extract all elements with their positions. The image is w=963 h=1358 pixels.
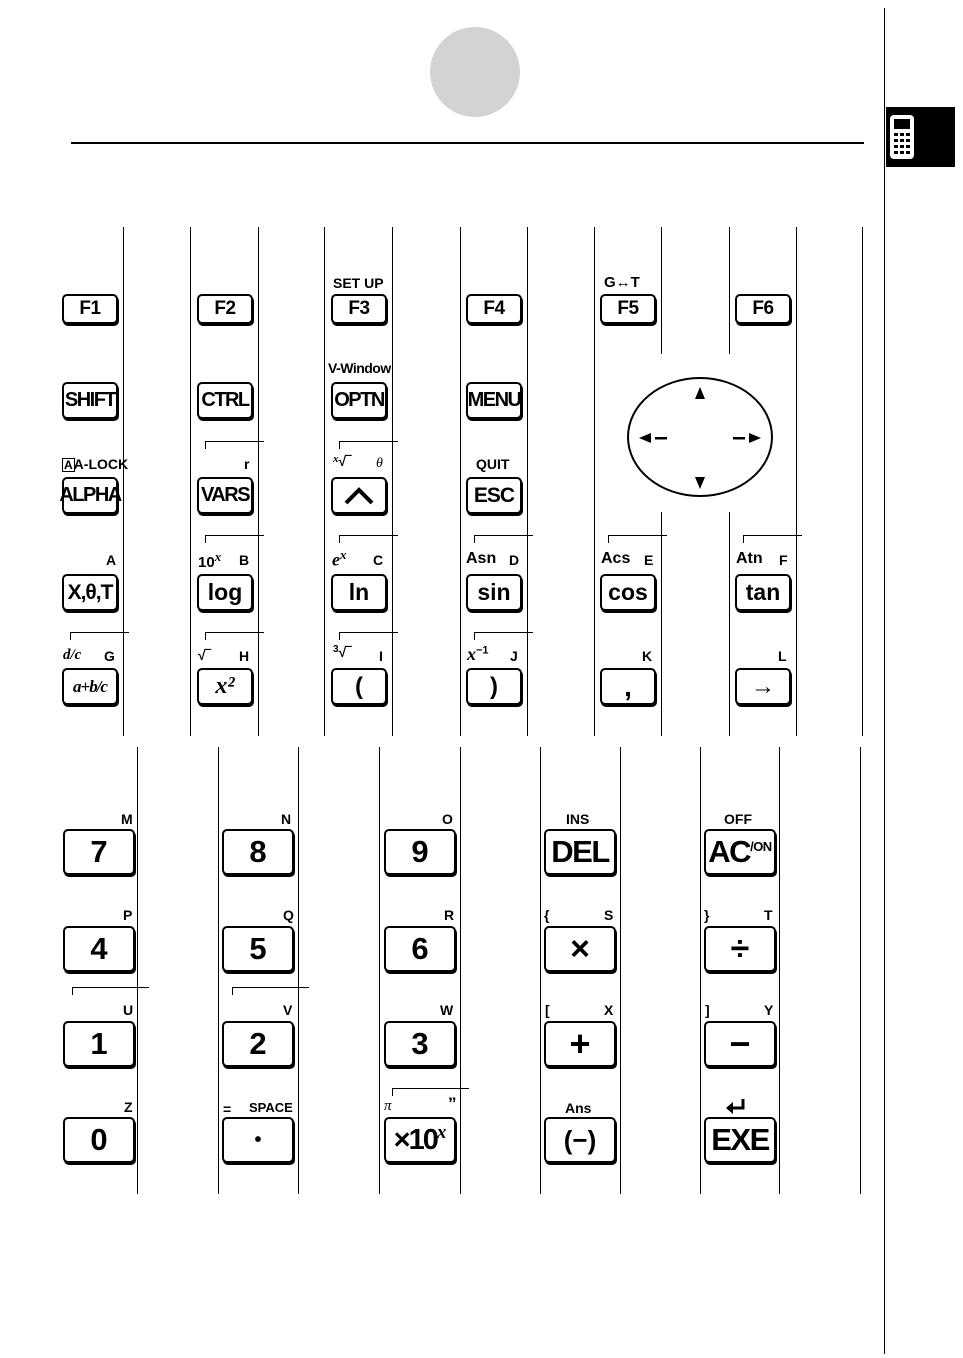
log-key[interactable]: log xyxy=(197,574,253,611)
key-5[interactable]: 5 xyxy=(222,926,294,972)
l-label: L xyxy=(778,648,787,664)
f1-key[interactable]: F1 xyxy=(62,294,118,324)
k-label: K xyxy=(642,648,653,664)
acs-label: Acs xyxy=(601,550,631,567)
vars-key[interactable]: VARS xyxy=(197,477,253,514)
fraction-key[interactable] xyxy=(62,668,118,705)
atn-label: Atn xyxy=(736,550,763,567)
plus-key[interactable]: + xyxy=(544,1021,616,1067)
cuberoot-index: 3 xyxy=(333,644,339,655)
cursor-pad[interactable] xyxy=(627,377,773,497)
space-label: SPACE xyxy=(249,1100,293,1115)
power-bracket xyxy=(339,441,398,449)
j-label: J xyxy=(510,648,518,664)
col-divider xyxy=(190,227,191,736)
key-8[interactable]: 8 xyxy=(222,829,294,875)
quit-label: QUIT xyxy=(476,456,510,472)
paren-bracket xyxy=(339,632,398,640)
ctrl-key[interactable]: CTRL xyxy=(197,382,253,419)
sin-key[interactable]: sin xyxy=(466,574,522,611)
dot-key[interactable]: • xyxy=(222,1117,294,1163)
key-2[interactable]: 2 xyxy=(222,1021,294,1067)
cos-bracket xyxy=(608,535,667,543)
col-divider xyxy=(324,227,325,736)
x-label: X xyxy=(604,1002,614,1018)
r-label: r xyxy=(244,456,250,472)
key-3[interactable]: 3 xyxy=(384,1021,456,1067)
col-divider xyxy=(392,227,393,736)
cuberoot-label: $^3$√‾ xyxy=(333,644,351,660)
tan-bracket xyxy=(743,535,802,543)
s-label: S xyxy=(604,907,614,923)
ln-bracket xyxy=(339,535,398,543)
key-4[interactable]: 4 xyxy=(63,926,135,972)
col-divider xyxy=(779,747,780,1194)
z-label: Z xyxy=(124,1099,133,1115)
divide-key[interactable]: ÷ xyxy=(704,926,776,972)
col-divider xyxy=(298,747,299,1194)
xthetat-text: X,θ,T xyxy=(67,580,113,604)
off-label: OFF xyxy=(724,811,752,827)
rbrack-label: ] xyxy=(705,1002,710,1018)
gt-label: G↔T xyxy=(604,274,640,291)
vwindow-label: V-Window xyxy=(328,360,391,376)
col-divider xyxy=(258,227,259,736)
q-label: Q xyxy=(283,907,294,923)
lbrack-label: [ xyxy=(545,1002,550,1018)
minus-key[interactable]: − xyxy=(704,1021,776,1067)
col-divider xyxy=(527,227,528,736)
alock-text: A-LOCK xyxy=(73,456,129,472)
b-label: B xyxy=(239,552,250,568)
c-label: C xyxy=(373,552,384,568)
a-label: A xyxy=(106,552,117,568)
u-label: U xyxy=(123,1002,134,1018)
tan-key[interactable]: tan xyxy=(735,574,791,611)
tenx-label xyxy=(198,549,221,571)
exp-key[interactable] xyxy=(384,1117,456,1163)
e-label: E xyxy=(644,552,654,568)
chapter-circle xyxy=(430,27,520,117)
frac-bracket xyxy=(70,632,129,640)
xroot-x: x xyxy=(333,453,339,465)
col-divider xyxy=(661,512,662,736)
caret-icon xyxy=(343,486,375,506)
f5-key[interactable]: F5 xyxy=(600,294,656,324)
y-label: Y xyxy=(764,1002,774,1018)
square-key[interactable] xyxy=(197,668,253,705)
header-rule xyxy=(71,142,864,144)
col-divider xyxy=(460,227,461,736)
col-divider xyxy=(218,747,219,1194)
xinv-label xyxy=(467,644,489,665)
m-label: M xyxy=(121,811,133,827)
key-7[interactable]: 7 xyxy=(63,829,135,875)
alpha-key[interactable]: ALPHA xyxy=(62,477,118,514)
right-arrow-icon[interactable] xyxy=(733,433,761,443)
up-arrow-icon[interactable] xyxy=(695,387,705,399)
sq-bracket xyxy=(205,632,264,640)
key-9[interactable]: 9 xyxy=(384,829,456,875)
eq-label: = xyxy=(223,1101,232,1117)
negative-key[interactable]: (−) xyxy=(544,1117,616,1163)
calculator-icon xyxy=(889,114,915,160)
exe-key[interactable]: EXE xyxy=(704,1117,776,1163)
rbrace-label: } xyxy=(704,907,710,923)
col-divider xyxy=(460,747,461,1194)
open-paren-key[interactable]: ( xyxy=(331,668,387,705)
ex-base: e xyxy=(332,549,340,570)
f-label: F xyxy=(779,552,788,568)
col-divider xyxy=(729,227,730,354)
one-bracket xyxy=(72,987,149,995)
store-arrow-key[interactable]: → xyxy=(735,668,791,705)
o-label: O xyxy=(442,811,453,827)
theta-label: θ xyxy=(376,456,383,471)
side-rule xyxy=(884,8,885,1354)
multiply-key[interactable]: × xyxy=(544,926,616,972)
ex-label xyxy=(332,547,347,570)
on-text: /ON xyxy=(750,838,772,854)
f2-key[interactable]: F2 xyxy=(197,294,253,324)
close-paren-key[interactable]: ) xyxy=(466,668,522,705)
return-icon xyxy=(725,1098,747,1114)
cparen-bracket xyxy=(474,632,533,640)
col-divider xyxy=(137,747,138,1194)
vars-bracket xyxy=(205,441,264,449)
lbrace-label: { xyxy=(544,907,550,923)
i-label: I xyxy=(379,648,383,664)
esc-key[interactable]: ESC xyxy=(466,477,522,514)
g-label: G xyxy=(104,648,115,664)
down-arrow-icon[interactable] xyxy=(695,477,705,489)
left-arrow-icon[interactable] xyxy=(639,433,667,443)
alock-box: A xyxy=(64,458,73,472)
ins-label: INS xyxy=(566,811,590,827)
square-text: x² xyxy=(215,673,235,699)
key-6[interactable]: 6 xyxy=(384,926,456,972)
dc-label: d/c xyxy=(63,647,82,663)
col-divider xyxy=(620,747,621,1194)
v-label: V xyxy=(283,1002,293,1018)
exp-text: ×10 xyxy=(393,1123,437,1156)
rr-label: R xyxy=(444,907,455,923)
tenx-exp: x xyxy=(214,549,222,564)
col-divider xyxy=(540,747,541,1194)
log-bracket xyxy=(205,535,264,543)
xroot-label: $^x$√‾ xyxy=(333,453,351,469)
h-label: H xyxy=(239,648,250,664)
menu-key[interactable]: MENU xyxy=(466,382,522,419)
optn-key[interactable]: OPTN xyxy=(331,382,387,419)
key-1[interactable]: 1 xyxy=(63,1021,135,1067)
pi-label: π xyxy=(384,1098,392,1114)
ans-label: Ans xyxy=(565,1100,592,1116)
f3-key[interactable]: F3 xyxy=(331,294,387,324)
col-divider xyxy=(729,512,730,736)
n-label: N xyxy=(281,811,292,827)
shift-key[interactable]: SHIFT xyxy=(62,382,118,419)
quote-label: ” xyxy=(448,1094,457,1113)
col-divider xyxy=(123,227,124,736)
w-label: W xyxy=(440,1002,454,1018)
d-label: D xyxy=(509,552,520,568)
two-bracket xyxy=(232,987,309,995)
del-key[interactable]: DEL xyxy=(544,829,616,875)
alock-label xyxy=(62,456,128,472)
col-divider xyxy=(796,227,797,736)
sin-bracket xyxy=(474,535,533,543)
col-divider xyxy=(379,747,380,1194)
col-divider xyxy=(860,747,861,1194)
fraction-text: a+b/c xyxy=(73,676,107,696)
col-divider xyxy=(661,227,662,354)
t-label: T xyxy=(764,907,773,923)
side-tab xyxy=(886,107,955,167)
exp-sup: x xyxy=(436,1122,447,1143)
setup-label: SET UP xyxy=(333,275,384,291)
ln-key[interactable]: ln xyxy=(331,574,387,611)
comma-key[interactable]: , xyxy=(600,668,656,705)
xinv-exp: −1 xyxy=(476,644,489,657)
tenx-base: 10 xyxy=(198,554,215,571)
ex-exp: x xyxy=(340,547,347,562)
f6-key[interactable]: F6 xyxy=(735,294,791,324)
p-label: P xyxy=(123,907,133,923)
col-divider xyxy=(594,227,595,736)
exp-bracket xyxy=(392,1088,469,1096)
sqrt-label: √‾ xyxy=(198,647,211,663)
xthetat-key[interactable] xyxy=(62,574,118,611)
key-0[interactable]: 0 xyxy=(63,1117,135,1163)
ac-text: AC xyxy=(708,834,751,869)
f4-key[interactable]: F4 xyxy=(466,294,522,324)
xinv-base: x xyxy=(467,644,476,664)
cos-key[interactable]: cos xyxy=(600,574,656,611)
ac-on-key[interactable] xyxy=(704,829,776,875)
col-divider xyxy=(862,227,863,736)
col-divider xyxy=(700,747,701,1194)
power-key[interactable] xyxy=(331,477,387,514)
asn-label: Asn xyxy=(466,550,497,567)
